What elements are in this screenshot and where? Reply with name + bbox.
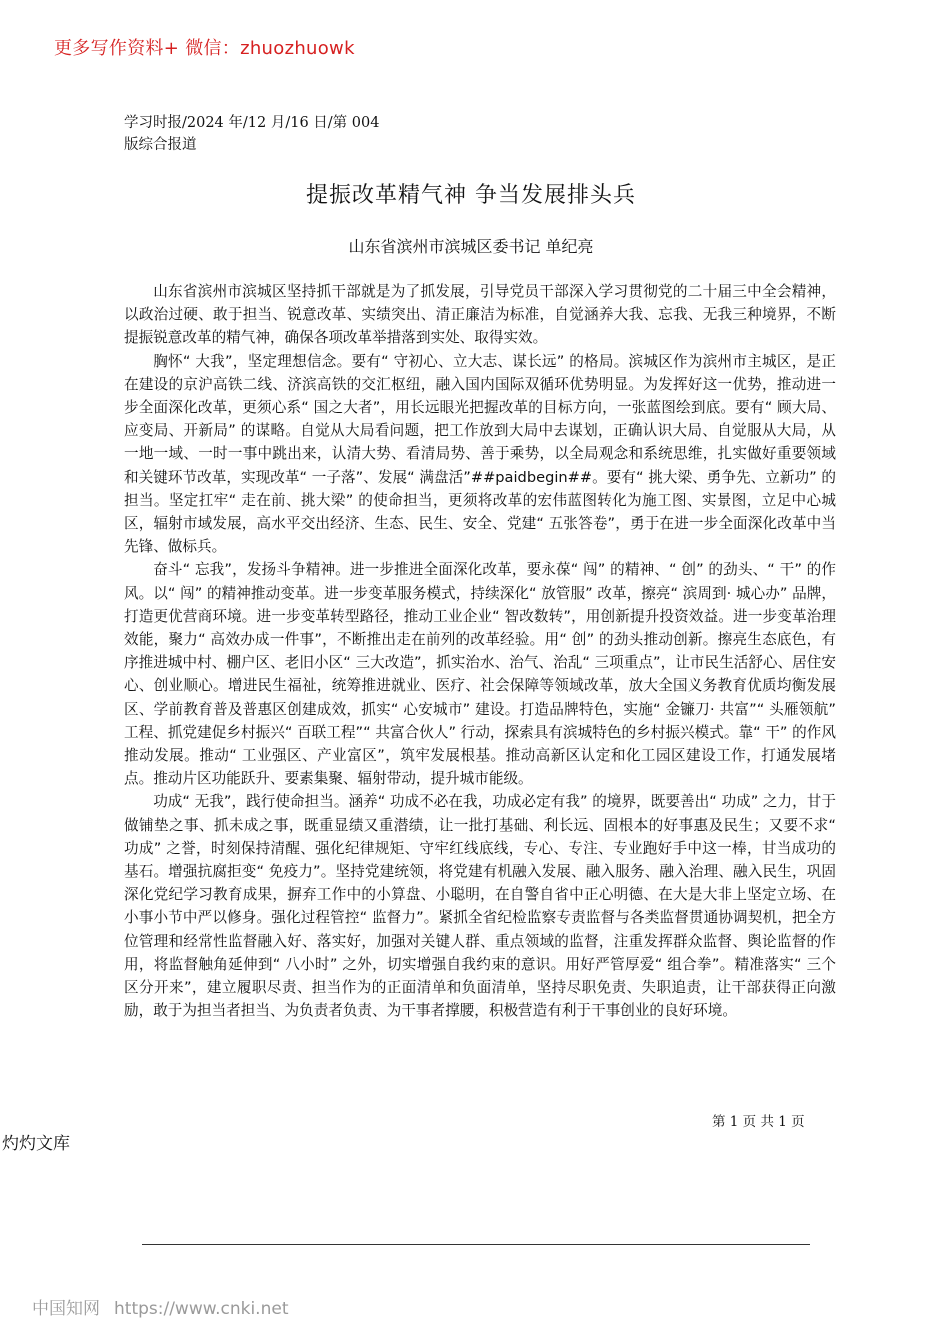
cnki-name: 中国知网 xyxy=(32,1299,100,1319)
article-title: 提振改革精气神 争当发展排头兵 xyxy=(306,183,636,208)
paragraph: 功成“ 无我”，践行使命担当。涵养“ 功成不必在我，功成必定有我” 的境界，既要善出“ 功成” 之力，甘于做铺垫之事、抓未成之事，既重显绩又重潜绩，让一批打基础、利长远、固根本的好事惠及民生；又要不求“ 功成” 之誉，时刻保持清醒、强化纪律规矩、守牢红线底线，专心、专注、专业跑好手中这一棒，甘当成功的基石。增强抗腐拒变“ 免疫力”。坚持党建统领，将党建有机融入发展、融入服务、融入治理、融入民生，巩固深化党纪学习教育成果，摒弃工作中的小算盘、小聪明，在自警自省中正心明德、在大是大非上坚定立场、在小事小节中严以修身。强化过程管控“ 监督力”。紧抓全省纪检监察专责监督与各类监督贯通协调契机，把全方位管理和经常性监督融入好、落实好，加强对关键人群、重点领域的监督，注重发挥群众监督、舆论监督的作用，将监督触角延伸到“ 八小时” 之外，切实增强自我约束的意识。用好严管厚爱“ 组合拳”。精准落实“ 三个区分开来”，建立履职尽责、担当作为的正面清单和负面清单，坚持尽职免责、失职追责，让干部获得正向激励，敢于为担当者担当、为负责者负责、为干事者撑腰，积极营造有利于干事创业的良好环境。 xyxy=(124,793,836,1020)
paragraph: 山东省滨州市滨城区坚持抓干部就是为了抓发展，引导党员干部深入学习贯彻党的二十届三中全会精神，以政治过硬、敢于担当、锐意改革、实绩突出、清正廉洁为标准，自觉涵养大我、忘我、无我三种境界，不断提振锐意改革的精气神，确保各项改革举措落到实处、取得实效。 xyxy=(124,283,836,347)
cnki-url[interactable]: https://www.cnki.net xyxy=(114,1299,289,1319)
source-citation xyxy=(124,112,424,156)
page-number: 第 1 页 共 1 页 xyxy=(712,1114,805,1130)
paragraph: 胸怀“ 大我”，坚定理想信念。要有“ 守初心、立大志、谋长远” 的格局。滨城区作为滨州市主城区，是正在建设的京沪高铁二线、济滨高铁的交汇枢纽，融入国内国际双循环优势明显。为发挥好这一优势，推动进一步全面深化改革，更须心系“ 国之大者”，用长远眼光把握改革的目标方向，一张蓝图绘到底。要有“ 顾大局、应变局、开新局” 的谋略。自觉从大局看问题，把工作放到大局中去谋划，正确认识大局、自觉服从大局，从一地一域、一时一事中跳出来，认清大势、看清局势、善于乘势，以全局观念和系统思维，扎实做好重要领域和关键环节改革，实现改革“ 一子落”、发展“ 满盘活”##paidbegin##。要有“ 挑大梁、勇争先、立新功” 的担当。坚定扛牢“ 走在前、挑大梁” 的使命担当，更须将改革的宏伟蓝图转化为施工图、实景图，立足中心城区，辐射市域发展，高水平交出经济、生态、民生、安全、党建“ 五张答卷”，勇于在进一步全面深化改革中当先锋、做标兵。 xyxy=(124,352,836,556)
library-watermark: 灼灼文库 xyxy=(2,1134,70,1154)
paragraph: 奋斗“ 忘我”，发扬斗争精神。进一步推进全面深化改革，要永葆“ 闯” 的精神、“ 创” 的劲头、“ 干” 的作风。以“ 闯” 的精神推动变革。进一步变革服务模式，持续深化“ 放管服” 改革，擦亮“ 滨周到· 城心办” 品牌，打造更优营商环境。进一步变革转型路径，推动工业企业“ 智改数转”，用创新提升投资效益。进一步变革治理效能，聚力“ 高效办成一件事”，不断推出走在前列的改革经验。用“ 创” 的劲头推动创新。擦亮生态底色，有序推进城中村、棚户区、老旧小区“ 三大改造”，抓实治水、治气、治乱“ 三项重点”，让市民生活舒心、居住安心、创业顺心。增进民生福祉，统筹推进就业、医疗、社会保障等领域改革，放大全国义务教育优质均衡发展区、学前教育普及普惠区创建成效，抓实“ 心安城市” 建设。打造品牌特色，实施“ 金镰刀· 共富”“ 头雁领航” 工程、抓党建促乡村振兴“ 百联工程”“ 共富合伙人” 行动，探索具有滨城特色的乡村振兴模式。靠“ 干” 的作风推动发展。推动“ 工业强区、产业富区”，筑牢发展根基。推动高新区认定和化工园区建设工作，打通发展堵点。推动片区功能跃升、要素集聚、辐射带动，提升城市能级。 xyxy=(124,561,836,788)
promo-banner: 更多写作资料+ 微信：zhuozhuowk xyxy=(54,38,355,59)
cnki-footer xyxy=(32,1294,288,1319)
footer-divider xyxy=(142,1244,810,1245)
source-line-2: 版综合报道 xyxy=(124,137,197,153)
article-body xyxy=(124,280,836,1023)
article-author: 山东省滨州市滨城区委书记 单纪亮 xyxy=(348,237,594,256)
source-line-1: 学习时报/2024 年/12 月/16 日/第 004 xyxy=(124,115,380,131)
